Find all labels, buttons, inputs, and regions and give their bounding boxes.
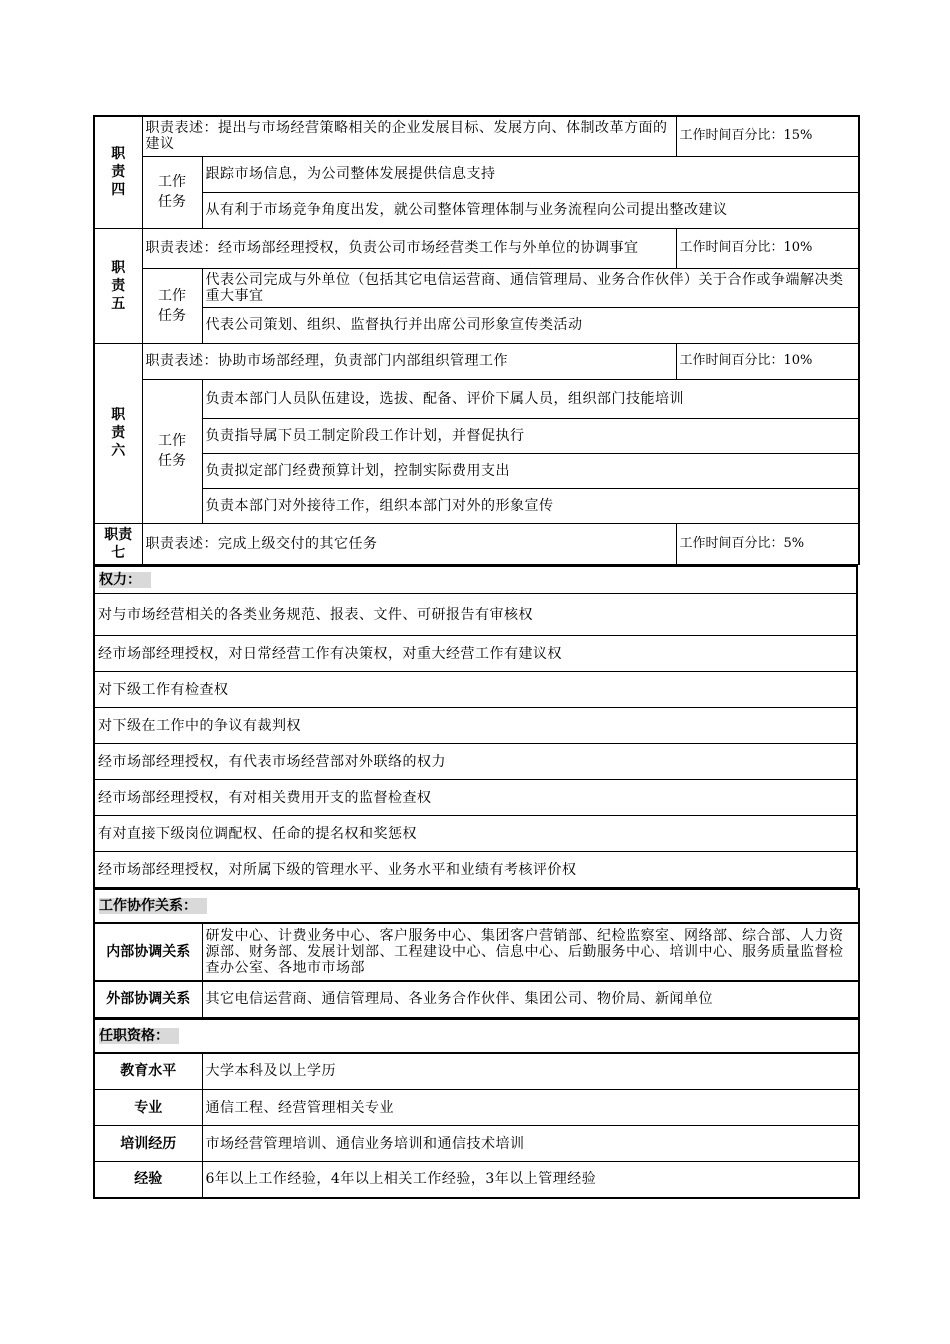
- duty-6-heading: 职 责 六: [94, 343, 142, 523]
- qualification-section-title: 任职资格：: [94, 1019, 859, 1053]
- duty-6-description: 职责表述：协助市场部经理，负责部门内部组织管理工作: [142, 343, 676, 379]
- power-item-4: 对下级在工作中的争议有裁判权: [94, 708, 857, 744]
- duty-5-percent: 工作时间百分比：10%: [676, 228, 859, 268]
- power-item-3: 对下级工作有检查权: [94, 672, 857, 708]
- duty-6-task-3: 负责拟定部门经费预算计划，控制实际费用支出: [202, 453, 859, 488]
- duty-6-task-4: 负责本部门对外接待工作，组织本部门对外的形象宣传: [202, 488, 859, 523]
- education-value: 大学本科及以上学历: [202, 1053, 859, 1090]
- duty-7-description: 职责表述：完成上级交付的其它任务: [142, 523, 676, 564]
- power-section-title: 权力：: [94, 566, 857, 594]
- training-label: 培训经历: [94, 1126, 202, 1162]
- cooperation-table: [93, 888, 860, 1018]
- duty-5-task-2: 代表公司策划、组织、监督执行并出席公司形象宣传类活动: [202, 307, 859, 343]
- major-value: 通信工程、经营管理相关专业: [202, 1090, 859, 1126]
- duty-4-percent: 工作时间百分比：15%: [676, 116, 859, 156]
- external-coordination-label: 外部协调关系: [94, 981, 202, 1017]
- duty-6-percent: 工作时间百分比：10%: [676, 343, 859, 379]
- duty-5-heading: 职 责 五: [94, 228, 142, 343]
- duty-4-task-label: 工作 任务: [142, 156, 202, 228]
- major-label: 专业: [94, 1090, 202, 1126]
- power-item-5: 经市场部经理授权，有代表市场经营部对外联络的权力: [94, 744, 857, 780]
- qualification-table: [93, 1018, 860, 1199]
- experience-label: 经验: [94, 1162, 202, 1198]
- internal-coordination-text: 研发中心、计费业务中心、客户服务中心、集团客户营销部、纪检监察室、网络部、综合部、人力资源部、财务部、发展计划部、工程建设中心、信息中心、后勤服务中心、培训中心、服务质量监督检查办公室、各地市市场部: [202, 923, 859, 981]
- duty-6-task-1: 负责本部门人员队伍建设，选拔、配备、评价下属人员，组织部门技能培训: [202, 379, 859, 418]
- power-item-7: 有对直接下级岗位调配权、任命的提名权和奖惩权: [94, 816, 857, 852]
- cooperation-section-title: 工作协作关系：: [94, 889, 859, 923]
- experience-value: 6年以上工作经验，4年以上相关工作经验，3年以上管理经验: [202, 1162, 859, 1198]
- duty-5-task-1: 代表公司完成与外单位（包括其它电信运营商、通信管理局、业务合作伙伴）关于合作或争端解决类重大事宜: [202, 268, 859, 307]
- duty-7-percent: 工作时间百分比：5%: [676, 523, 859, 564]
- internal-coordination-label: 内部协调关系: [94, 923, 202, 981]
- power-item-6: 经市场部经理授权，有对相关费用开支的监督检查权: [94, 780, 857, 816]
- duties-table: [93, 115, 860, 565]
- duty-5-task-label: 工作 任务: [142, 268, 202, 343]
- power-item-8: 经市场部经理授权，对所属下级的管理水平、业务水平和业绩有考核评价权: [94, 852, 857, 888]
- duty-6-task-label: 工作 任务: [142, 379, 202, 523]
- duty-5-description: 职责表述：经市场部经理授权，负责公司市场经营类工作与外单位的协调事宜: [142, 228, 676, 268]
- duty-6-task-2: 负责指导属下员工制定阶段工作计划，并督促执行: [202, 418, 859, 453]
- duty-4-task-2: 从有利于市场竞争角度出发，就公司整体管理体制与业务流程向公司提出整改建议: [202, 192, 859, 228]
- external-coordination-text: 其它电信运营商、通信管理局、各业务合作伙伴、集团公司、物价局、新闻单位: [202, 981, 859, 1017]
- job-description-document: [93, 115, 858, 1199]
- duty-7-heading: 职责 七: [94, 523, 142, 564]
- education-label: 教育水平: [94, 1053, 202, 1090]
- duty-4-task-1: 跟踪市场信息，为公司整体发展提供信息支持: [202, 156, 859, 192]
- duty-4-heading: 职 责 四: [94, 116, 142, 228]
- training-value: 市场经营管理培训、通信业务培训和通信技术培训: [202, 1126, 859, 1162]
- power-item-1: 对与市场经营相关的各类业务规范、报表、文件、可研报告有审核权: [94, 594, 857, 636]
- power-table: [93, 565, 858, 889]
- power-item-2: 经市场部经理授权，对日常经营工作有决策权，对重大经营工作有建议权: [94, 636, 857, 672]
- duty-4-description: 职责表述：提出与市场经营策略相关的企业发展目标、发展方向、体制改革方面的建议: [142, 116, 676, 156]
